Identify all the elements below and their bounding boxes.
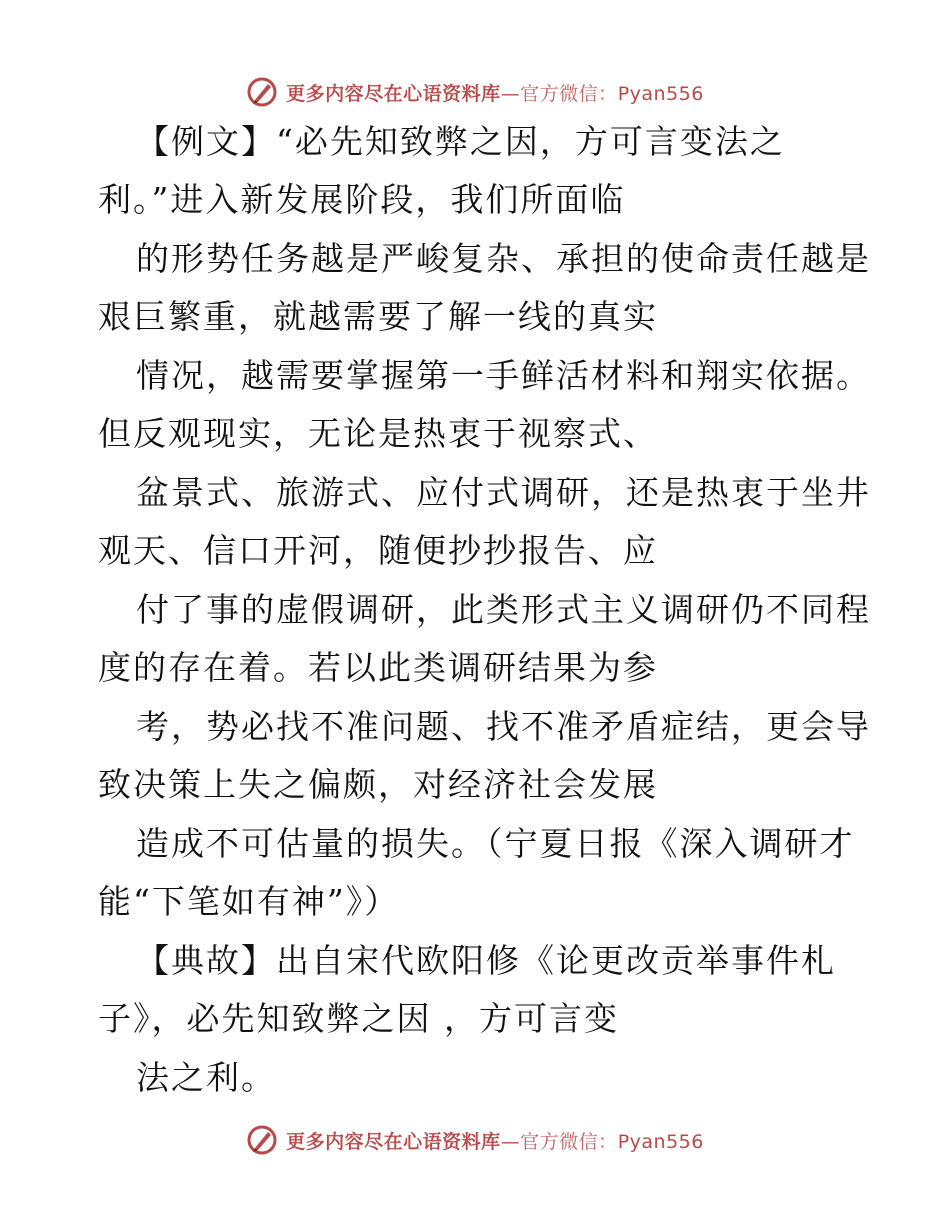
text-line: 盆景式、旅游式、应付式调研，还是热衷于坐井 (136, 473, 871, 512)
text-line: 致决策上失之偏颇，对经济社会发展 (98, 765, 658, 804)
text-line: 利。”进入新发展阶段，我们所面临 (98, 180, 626, 219)
text-line: 情况，越需要掌握第一手鲜活材料和翔实依据。 (136, 356, 871, 395)
banner-text (286, 1127, 704, 1154)
banner-dash: — (500, 82, 521, 105)
quill-logo-icon (246, 1124, 278, 1156)
banner-dash: — (500, 1130, 521, 1153)
text-line: 造成不可估量的损失。（宁夏日报《深入调研才 (136, 824, 855, 863)
text-line: 【例文】“必先知致弊之因，方可言变法之 (136, 122, 785, 161)
footer-banner (0, 1120, 950, 1160)
text-line: 度的存在着。若以此类调研结果为参 (98, 648, 658, 687)
text-line: 【典故】出自宋代欧阳修《论更改贡举事件札 (136, 941, 836, 980)
banner-main-text: 更多内容尽在心语资料库 (286, 82, 501, 105)
header-banner (0, 72, 950, 112)
banner-wechat-label: 官方微信： (520, 82, 618, 105)
text-line: 艰巨繁重，就越需要了解一线的真实 (98, 297, 658, 336)
banner-wechat-id: Pyan556 (617, 82, 704, 105)
quill-logo-icon (246, 76, 278, 108)
text-line: 法之利。 (136, 1058, 276, 1097)
banner-wechat-id: Pyan556 (617, 1130, 704, 1153)
text-line: 子》，必先知致弊之因 ，方可言变 (98, 999, 619, 1038)
text-line: 付了事的虚假调研，此类形式主义调研仍不同程 (136, 590, 871, 629)
text-line: 的形势任务越是严峻复杂、承担的使命责任越是 (136, 239, 871, 278)
banner-main-text: 更多内容尽在心语资料库 (286, 1130, 501, 1153)
text-line: 观天、信口开河，随便抄抄报告、应 (98, 531, 658, 570)
banner-text (286, 79, 704, 106)
banner-wechat-label: 官方微信： (520, 1130, 618, 1153)
text-line: 考，势必找不准问题、找不准矛盾症结，更会导 (136, 707, 871, 746)
text-line: 但反观现实，无论是热衷于视察式、 (98, 414, 658, 453)
text-line: 能“下笔如有神”》） (98, 882, 400, 921)
